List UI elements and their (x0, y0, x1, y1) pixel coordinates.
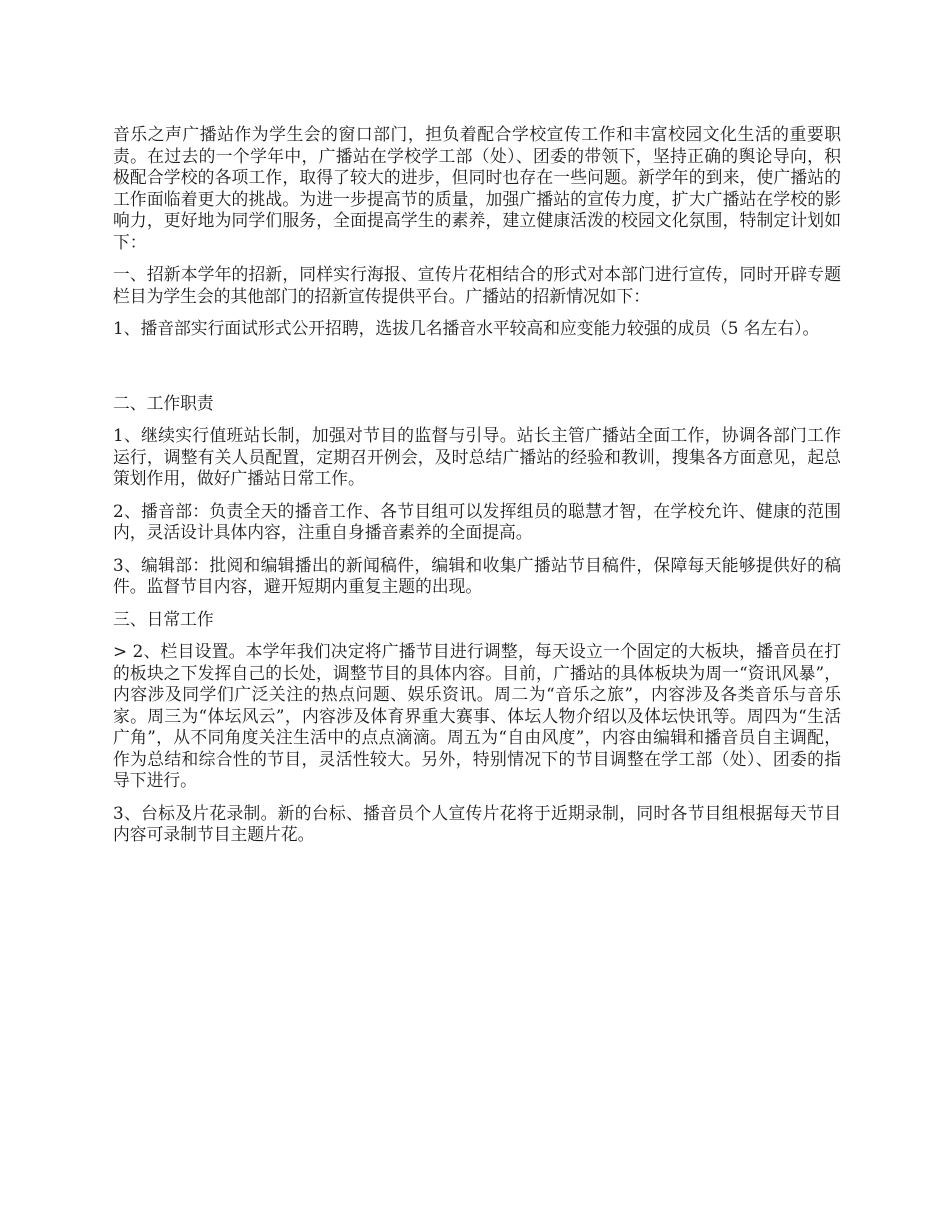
intro-paragraph: 音乐之声广播站作为学生会的窗口部门，担负着配合学校宣传工作和丰富校园文化生活的重要职责。在过去的一个学年中，广播站在学校学工部（处）、团委的带领下，坚持正确的舆论导向，积极配合学校的各项工作，取得了较大的进步，但同时也存在一些问题。新学年的到来，使广播站的工作面临着更大的挑战。为进一步提高节的质量，加强广播站的宣传力度，扩大广播站在学校的影响力，更好地为同学们服务，全面提高学生的素养，建立健康活泼的校园文化氛围，特制定计划如下： (113, 124, 841, 252)
blank-spacer (113, 351, 841, 393)
duties-item-3: 3、编辑部：批阅和编辑播出的新闻稿件，编辑和收集广播站节目稿件，保障每天能够提供好的稿件。监督节目内容，避开短期内重复主题的出现。 (113, 554, 841, 596)
section-recruitment-paragraph: 一、招新本学年的招新，同样实行海报、宣传片花相结合的形式对本部门进行宣传，同时开辟专题栏目为学生会的其他部门的招新宣传提供平台。广播站的招新情况如下： (113, 264, 841, 306)
section-heading-duties: 二、工作职责 (113, 392, 214, 413)
section-heading-daily-work: 三、日常工作 (113, 608, 214, 629)
recruitment-item-1: 1、播音部实行面试形式公开招聘，选拔几名播音水平较高和应变能力较强的成员（5 名左右）。 (113, 318, 820, 338)
duties-item-2: 2、播音部：负责全天的播音工作、各节目组可以发挥组员的聪慧才智，在学校允许、健康的范围内，灵活设计具体内容，注重自身播音素养的全面提高。 (113, 500, 841, 542)
daily-work-item-3: 3、台标及片花录制。新的台标、播音员个人宣传片花将于近期录制，同时各节目组根据每天节目内容可录制节目主题片花。 (113, 802, 841, 844)
daily-work-item-2: > 2、栏目设置。本学年我们决定将广播节目进行调整，每天设立一个固定的大板块，播音员在打的板块之下发挥自己的长处，调整节目的具体内容。目前，广播站的具体板块为周一“资讯风暴”，内容涉及同学们广泛关注的热点问题、娱乐资讯。周二为“音乐之旅”，内容涉及各类音乐与音乐家。周三为“体坛风云”，内容涉及体育界重大赛事、体坛人物介绍以及体坛快讯等。周四为“生活广角”，从不同角度关注生活中的点点滴滴。周五为“自由风度”，内容由编辑和播音员自主调配，作为总结和综合性的节目，灵活性较大。另外，特别情况下的节目调整在学工部（处）、团委的指导下进行。 (113, 641, 841, 790)
duties-item-1: 1、继续实行值班站长制，加强对节目的监督与引导。站长主管广播站全面工作，协调各部门工作运行，调整有关人员配置，定期召开例会，及时总结广播站的经验和教训，搜集各方面意见，起总策划作用，做好广播站日常工作。 (113, 425, 841, 488)
document-body (113, 124, 841, 857)
